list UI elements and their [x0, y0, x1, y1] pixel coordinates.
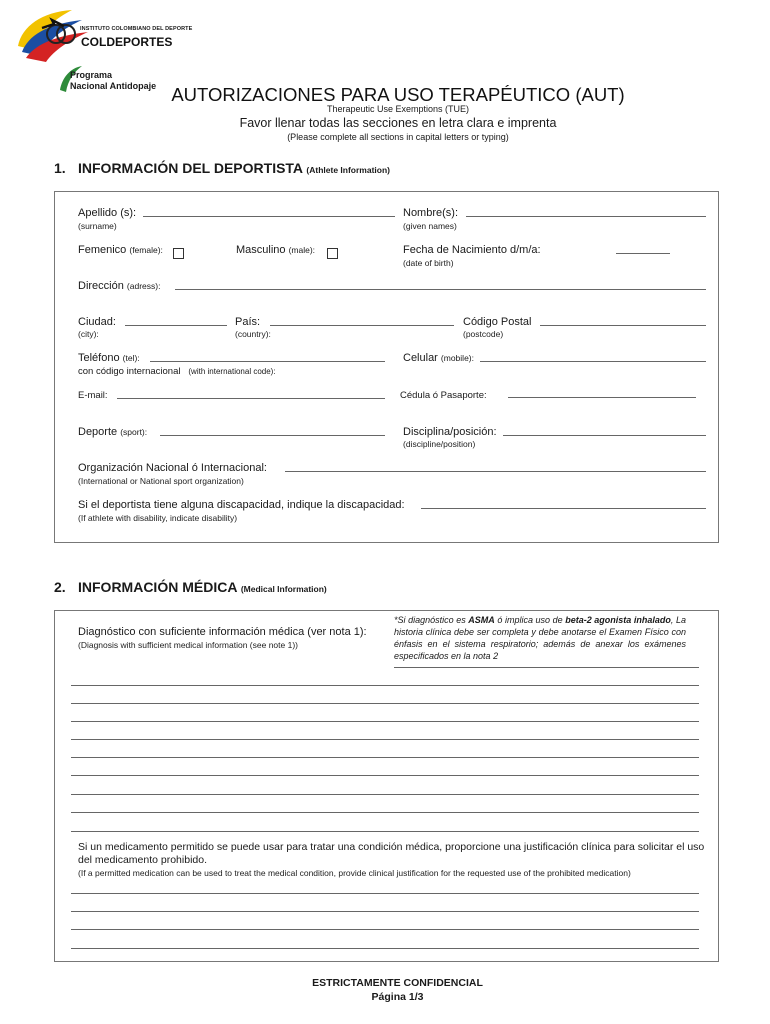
- address-label-en: (adress):: [126, 281, 161, 291]
- diagnosis-en: (Diagnosis with sufficient medical information (see note 1)): [78, 640, 298, 650]
- diagnosis-line[interactable]: [71, 812, 699, 813]
- phone-label-en: (tel):: [122, 353, 140, 363]
- male-label: [236, 244, 315, 256]
- nombre-field[interactable]: [466, 216, 706, 217]
- dob-field[interactable]: [616, 253, 670, 254]
- organization-label: Organización Nacional ó Internacional:: [78, 462, 267, 474]
- page-number: Página 1/3: [371, 991, 424, 1003]
- logo-org-name: COLDEPORTES: [81, 35, 173, 49]
- section1-title-en: (Athlete Information): [306, 165, 390, 175]
- dob-label: Fecha de Nacimiento d/m/a:: [403, 244, 541, 256]
- instruction-en: (Please complete all sections in capital letters or typing): [287, 132, 509, 142]
- postcode-en: (postcode): [463, 329, 504, 339]
- section2-title-en: (Medical Information): [240, 584, 327, 594]
- justification-line[interactable]: [71, 948, 699, 949]
- section2-title: [78, 579, 327, 595]
- sport-label-es: Deporte: [78, 426, 118, 438]
- mobile-label: [403, 352, 474, 364]
- justification-line[interactable]: [71, 911, 699, 912]
- mobile-label-es: Celular: [403, 352, 438, 364]
- page-title: AUTORIZACIONES PARA USO TERAPÉUTICO (AUT): [171, 84, 625, 105]
- postcode-field[interactable]: [540, 325, 706, 326]
- address-label-es: Dirección: [78, 280, 124, 292]
- nombre-label: Nombre(s):: [403, 207, 459, 219]
- phone-intl-en: (with international code):: [188, 367, 276, 376]
- phone-label-es: Teléfono: [78, 352, 120, 364]
- coldeportes-emblem-icon: [12, 6, 92, 66]
- instruction: Favor llenar todas las secciones en letra clara e imprenta: [239, 116, 557, 130]
- apellido-field[interactable]: [143, 216, 395, 217]
- section1-title-text: INFORMACIÓN DEL DEPORTISTA: [78, 160, 303, 176]
- diagnosis-line[interactable]: [71, 685, 699, 686]
- disability-en: (If athlete with disability, indicate disability): [78, 513, 238, 523]
- disability-label: Si el deportista tiene alguna discapacidad, indique la discapacidad:: [78, 499, 405, 511]
- section1-title: [78, 160, 390, 176]
- organization-field[interactable]: [285, 471, 706, 472]
- male-label-en: (male):: [288, 245, 316, 255]
- asthma-note-p1: *Si diagnóstico es: [394, 615, 469, 625]
- diagnosis-line[interactable]: [71, 703, 699, 704]
- address-field[interactable]: [175, 289, 706, 290]
- phone-intl-es: con código internacional: [78, 366, 181, 377]
- medical-info-box: [54, 610, 719, 962]
- phone-intl-label: [78, 366, 276, 377]
- female-label-en: (female):: [129, 245, 163, 255]
- discipline-label: Disciplina/posición:: [403, 426, 497, 438]
- sport-label: [78, 426, 147, 438]
- organization-en: (International or National sport organization): [78, 476, 244, 486]
- asthma-note-p3: , La historia clínica debe ser completa y debe anotarse el Examen Físico con énfasis en el sistema respiratorio; además de anexar los exámenes especificados en la nota 2: [394, 615, 686, 661]
- female-label-es: Femenico: [78, 244, 127, 256]
- program-line2: Nacional Antidopaje: [70, 81, 157, 91]
- logo-org-small: INSTITUTO COLOMBIANO DEL DEPORTE: [80, 26, 193, 32]
- diagnosis-line[interactable]: [71, 794, 699, 795]
- diagnosis-line[interactable]: [71, 739, 699, 740]
- permitted-med-label: Si un medicamento permitido se puede usar para tratar una condición médica, proporcione una justificación clínica para solicitar el uso del medicamento prohibido.: [78, 841, 705, 866]
- city-field[interactable]: [125, 325, 227, 326]
- section2-title-text: INFORMACIÓN MÉDICA: [78, 579, 237, 595]
- address-label: [78, 280, 160, 292]
- male-checkbox[interactable]: [327, 248, 338, 259]
- email-field[interactable]: [117, 398, 385, 399]
- female-checkbox[interactable]: [173, 248, 184, 259]
- apellido-en: (surname): [78, 221, 117, 231]
- id-label: Cédula ó Pasaporte:: [400, 390, 487, 401]
- phone-field[interactable]: [150, 361, 385, 362]
- page-subtitle: Therapeutic Use Exemptions (TUE): [326, 104, 470, 114]
- country-field[interactable]: [270, 325, 454, 326]
- apellido-label: Apellido (s):: [78, 207, 137, 219]
- asthma-note: [394, 614, 686, 662]
- sport-label-en: (sport):: [120, 427, 148, 437]
- city-en: (city):: [78, 329, 99, 339]
- female-label: [78, 244, 163, 256]
- asthma-note-beta: beta-2 agonista inhalado: [565, 615, 671, 625]
- sport-field[interactable]: [160, 435, 385, 436]
- section1-number: 1.: [54, 160, 66, 176]
- justification-line[interactable]: [71, 929, 699, 930]
- diagnosis-label: Diagnóstico con suficiente información médica (ver nota 1):: [78, 626, 367, 638]
- mobile-field[interactable]: [480, 361, 706, 362]
- postcode-label: Código Postal: [463, 316, 532, 328]
- confidential-notice: ESTRICTAMENTE CONFIDENCIAL: [312, 977, 483, 989]
- phone-label: [78, 352, 140, 364]
- male-label-es: Masculino: [236, 244, 286, 256]
- city-label: Ciudad:: [78, 316, 116, 328]
- justification-line[interactable]: [71, 893, 699, 894]
- disability-field[interactable]: [421, 508, 706, 509]
- diagnosis-line[interactable]: [394, 667, 699, 668]
- country-en: (country):: [235, 329, 271, 339]
- diagnosis-line[interactable]: [71, 831, 699, 832]
- permitted-med-en: (If a permitted medication can be used to treat the medical condition, provide clinical justification for the requested use of the prohibited medication): [78, 868, 631, 878]
- diagnosis-line[interactable]: [71, 721, 699, 722]
- discipline-en: (discipline/position): [403, 439, 476, 449]
- section2-number: 2.: [54, 579, 66, 595]
- mobile-label-en: (mobile):: [440, 353, 474, 363]
- country-label: País:: [235, 316, 261, 328]
- dob-en: (date of birth): [403, 258, 454, 268]
- asthma-note-p2: ó implica uso de: [494, 615, 566, 625]
- program-line1: Programa: [70, 70, 113, 80]
- asthma-note-asma: ASMA: [468, 615, 495, 625]
- nombre-en: (given names): [403, 221, 457, 231]
- discipline-field[interactable]: [503, 435, 706, 436]
- email-label: E-mail:: [78, 390, 108, 401]
- diagnosis-line[interactable]: [71, 775, 699, 776]
- diagnosis-line[interactable]: [71, 757, 699, 758]
- id-field[interactable]: [508, 397, 696, 398]
